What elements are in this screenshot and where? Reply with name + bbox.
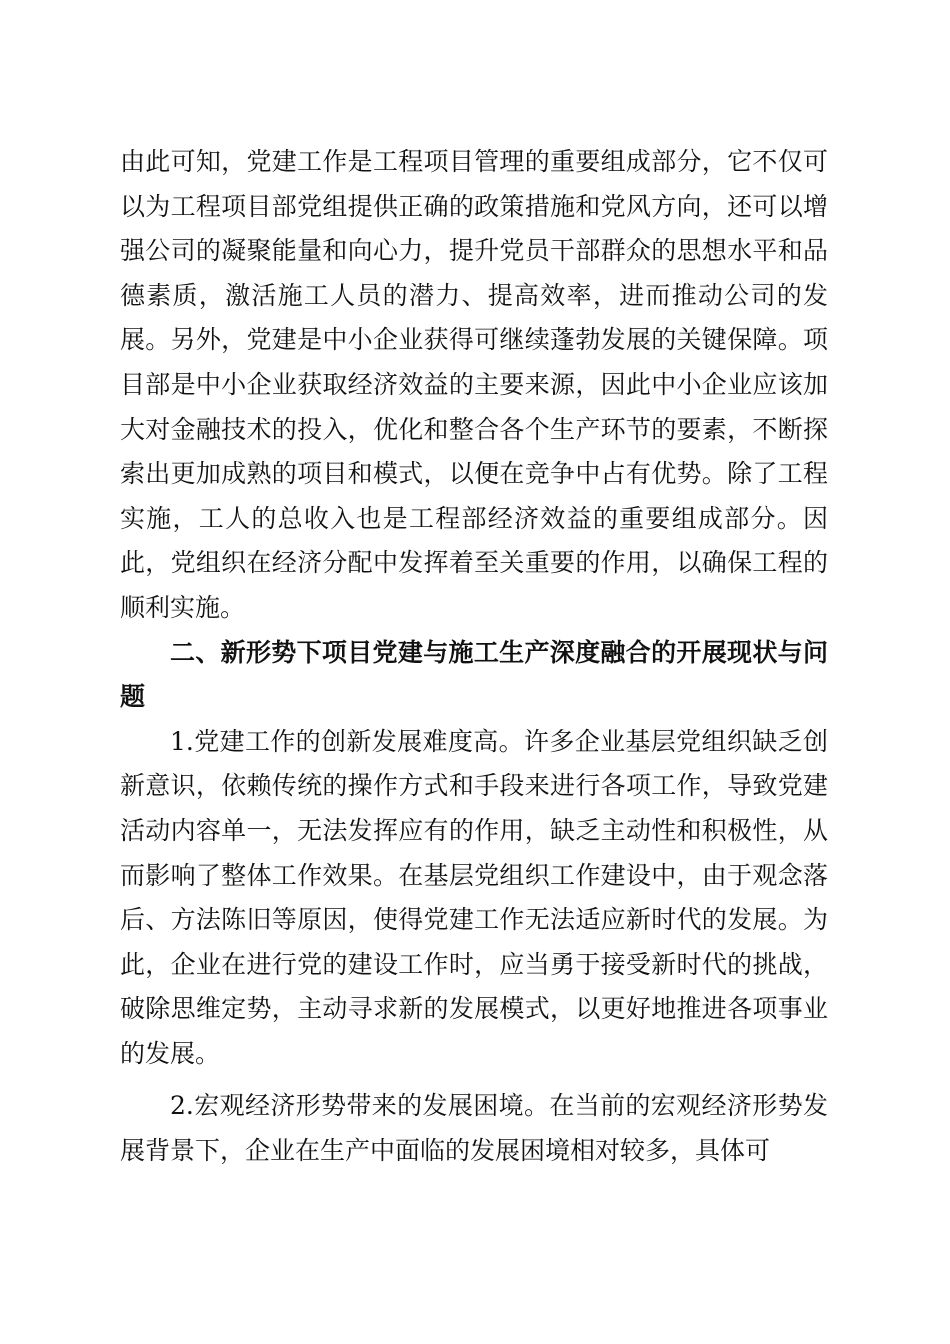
document-body: [120, 140, 828, 1174]
paragraph-intro: 由此可知，党建工作是工程项目管理的重要组成部分，它不仅可以为工程项目部党组提供正确的政策措施和党风方向，还可以增强公司的凝聚能量和向心力，提升党员干部群众的思想水平和品德素质，激活施工人员的潜力、提高效率，进而推动公司的发展。另外，党建是中小企业获得可继续蓬勃发展的关键保障。项目部是中小企业获取经济效益的主要来源，因此中小企业应该加大对金融技术的投入，优化和整合各个生产环节的要素，不断探索出更加成熟的项目和模式，以便在竞争中占有优势。除了工程实施，工人的总收入也是工程部经济效益的重要组成部分。因此，党组织在经济分配中发挥着至关重要的作用，以确保工程的顺利实施。: [120, 147, 828, 622]
paragraph-item-1: 1.党建工作的创新发展难度高。许多企业基层党组织缺乏创新意识，依赖传统的操作方式和手段来进行各项工作，导致党建活动内容单一，无法发挥应有的作用，缺乏主动性和积极性，从而影响了整体工作效果。在基层党组织工作建设中，由于观念落后、方法陈旧等原因，使得党建工作无法适应新时代的发展。为此，企业在进行党的建设工作时，应当勇于接受新时代的挑战，破除思维定势，主动寻求新的发展模式，以更好地推进各项事业的发展。: [120, 726, 828, 1068]
paragraph-item-2: 2.宏观经济形势带来的发展困境。在当前的宏观经济形势发展背景下，企业在生产中面临的发展困境相对较多，具体可: [120, 1091, 828, 1166]
section-heading: 二、新形势下项目党建与施工生产深度融合的开展现状与问题: [120, 637, 828, 712]
